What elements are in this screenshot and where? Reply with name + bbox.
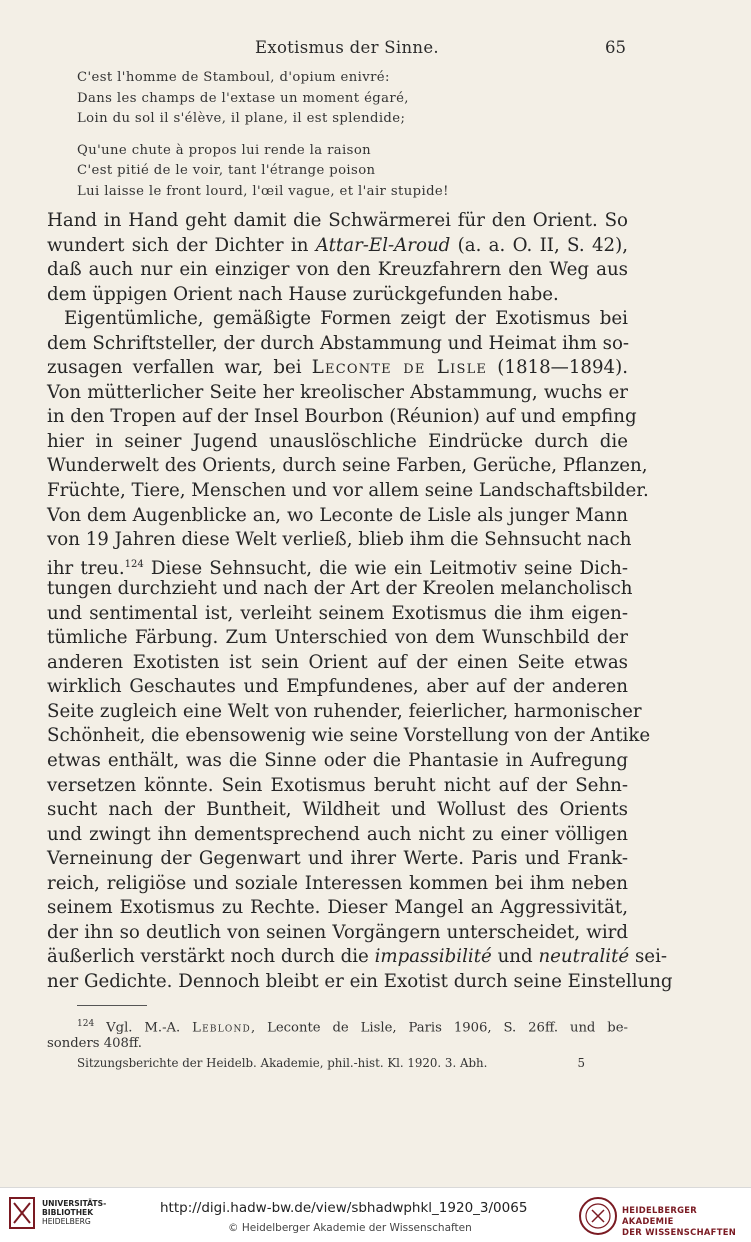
poem-line: Lui laisse le front lourd, l'œil vague, et l'air stupide! [77,183,449,199]
text-line: Eigentümliche, gemäßigte Formen zeigt der Exotismus bei [64,308,628,330]
text-line: sucht nach der Buntheit, Wildheit und Wollust des Orients [47,799,628,821]
author-name: Leconte de Lisle [311,357,488,379]
poem-line: Qu'une chute à propos lui rende la raison [77,142,372,158]
text-line: Seite zugleich eine Welt von ruhender, feierlicher, harmonischer [47,700,642,722]
text-line: und zwingt ihn dementsprechend auch nicht zu einer völligen [47,823,628,845]
text-line: ner Gedichte. Dennoch bleibt er ein Exotist durch seine Einstellung [47,970,673,992]
page-number: 65 [605,38,626,57]
text-line: von 19 Jahren diese Welt verließ, blieb ihm die Sehnsucht nach [47,529,632,551]
poem-line: Dans les champs de l'extase un moment égaré, [77,90,409,106]
permalink-url[interactable]: http://digi.hadw-bw.de/view/sbhadwphkl_1920_3/0065 [160,1200,528,1216]
text-line: äußerlich verstärkt noch durch die impassibilité und neutralité sei- [47,946,668,968]
series-info: Sitzungsberichte der Heidelb. Akademie, phil.-hist. Kl. 1920. 3. Abh. [77,1056,488,1070]
library-city: HEIDELBERG [42,1217,91,1226]
text-line: ihr treu.$^{124}$ Diese Sehnsucht, die wie ein Leitmotiv seine Dich- [47,557,628,579]
footnote-rule [77,1005,147,1006]
academy-name-2: DER WISSENSCHAFTEN [622,1227,737,1237]
running-title: Exotismus der Sinne. [255,38,439,57]
cited-author: Leblond [192,1020,251,1036]
text-line: Von mütterlicher Seite her kreolischer Abstammung, wuchs er [47,381,628,403]
running-head [0,38,751,62]
text-line: Hand in Hand geht damit die Schwärmerei für den Orient. So [47,210,628,231]
academy-name-1: HEIDELBERGER AKADEMIE [622,1205,698,1226]
poem-line: Loin du sol il s'élève, il plane, il est splendide; [77,111,406,126]
text-line: in den Tropen auf der Insel Bourbon (Réunion) auf und empfing [47,406,637,428]
footnote-number: 124 [77,1019,95,1029]
text-line: tungen durchzieht und nach der Art der Kreolen melancholisch [47,578,633,600]
library-emblem-icon [8,1195,36,1231]
work-title: Attar-El-Aroud [315,234,451,256]
poem-line: C'est pitié de le voir, tant l'étrange poison [77,163,376,178]
footnote-ref: 124 [124,558,144,570]
text-line: dem Schriftsteller, der durch Abstammung und Heimat ihm so- [47,332,630,354]
text-line: Früchte, Tiere, Menschen und vor allem seine Landschaftsbilder. [47,480,649,502]
footnote [47,1015,628,1053]
footnote-line: $^{124}$ Vgl. M.-A. Leblond, Leconte de Lisle, Paris 1906, S. 26ff. und be- [77,1019,628,1036]
text-line: wundert sich der Dichter in Attar-El-Aroud (a. a. O. II, S. 42), [47,234,628,256]
viewer-footer [0,1187,751,1242]
text-line: und sentimental ist, verleiht seinem Exotismus die ihm eigen- [47,602,628,624]
quoted-poem [77,68,449,202]
text-line: hier in seiner Jugend unauslöschliche Eindrücke durch die [47,430,628,452]
text-line: anderen Exotisten ist sein Orient auf der einen Seite etwas [47,651,628,673]
body-text [47,209,673,995]
footnote-line: sonders 408ff. [47,1036,142,1051]
text-line: Schönheit, die ebensowenig wie seine Vorstellung von der Antike [47,725,651,747]
academy-seal-icon [578,1196,618,1236]
text-line: reich, religiöse und soziale Interessen kommen bei ihm neben [47,872,628,894]
text-line: wirklich Geschautes und Empfundenes, aber auf der anderen [47,676,628,698]
text-line: daß auch nur ein einziger von den Kreuzfahrern den Weg aus [47,259,628,281]
signature-line [77,1056,585,1074]
academy-logo[interactable] [578,1196,748,1236]
copyright-notice: © Heidelberger Akademie der Wissenschaften [228,1222,472,1234]
text-line: etwas enthält, was die Sinne oder die Phantasie in Aufregung [47,750,628,772]
text-line: zusagen verfallen war, bei Leconte de Lisle (1818—1894). [47,357,629,379]
text-line: seinem Exotismus zu Rechte. Dieser Mangel an Aggressivität, [47,897,628,919]
sheet-signature: 5 [577,1056,585,1070]
text-line: Von dem Augenblicke an, wo Leconte de Lisle als junger Mann [47,504,628,526]
text-line: Verneinung der Gegenwart und ihrer Werte. Paris und Frank- [47,848,628,870]
text-line: tümliche Färbung. Zum Unterschied von dem Wunschbild der [47,627,628,649]
term-italic: impassibilité [374,946,492,968]
term-italic: neutralité [538,946,630,968]
text-line: der ihn so deutlich von seinen Vorgängern unterscheidet, wird [47,921,628,943]
library-name: UNIVERSITÄTS- [42,1199,107,1208]
text-line: dem üppigen Orient nach Hause zurückgefunden habe. [47,283,559,305]
text-line: Wunderwelt des Orients, durch seine Farben, Gerüche, Pflanzen, [47,455,648,477]
university-library-logo[interactable] [8,1195,148,1235]
poem-line: C'est l'homme de Stamboul, d'opium enivré: [77,70,390,85]
library-name-2: BIBLIOTHEK [42,1208,94,1217]
text-line: versetzen könnte. Sein Exotismus beruht nicht auf der Sehn- [47,774,628,796]
